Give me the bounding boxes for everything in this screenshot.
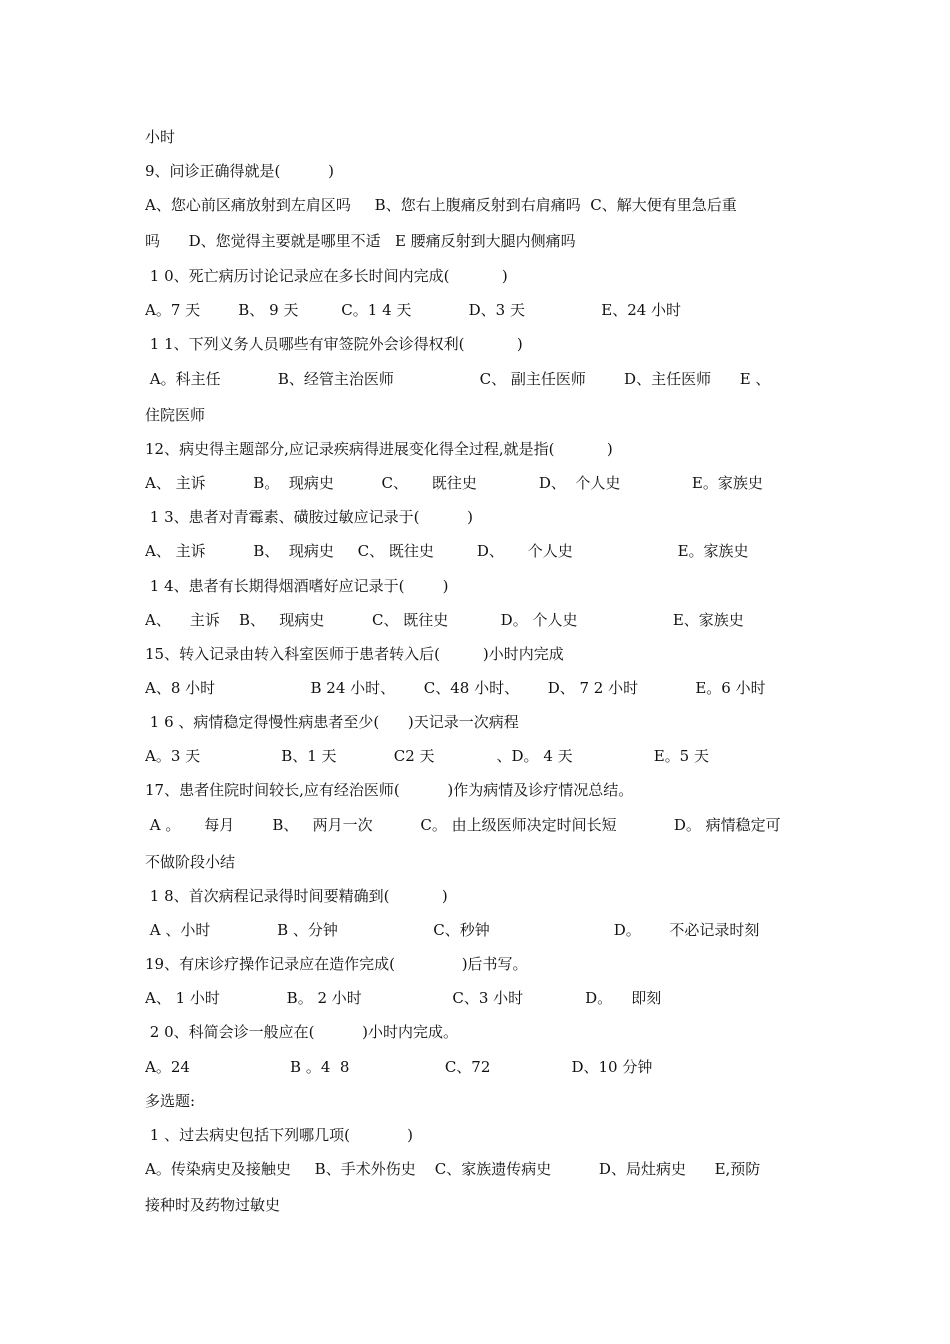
question-19: 19、有床诊疗操作记录应在造作完成( )后书写。 [145, 955, 528, 973]
question-15: 15、转入记录由转入科室医师于患者转入后( )小时内完成 [145, 645, 564, 663]
question-14: 1 4、患者有长期得烟酒嗜好应记录于( ) [145, 577, 449, 595]
section-heading-multiple-choice: 多选题: [145, 1092, 196, 1110]
question-16-options: A。3 天 B、1 天 C2 天 、D。 4 天 E。5 天 [145, 747, 709, 765]
question-16: 1 6 、病情稳定得慢性病患者至少( )天记录一次病程 [145, 713, 519, 731]
question-20-options: A。24 B 。4 8 C、72 D、10 分钟 [145, 1058, 653, 1076]
multi-question-1-options: A。传染病史及接触史 B、手术外伤史 C、家族遗传病史 D、局灶病史 E,预防 [145, 1160, 761, 1178]
question-12-options: A、 主诉 B。 现病史 C、 既往史 D、 个人史 E。家族史 [145, 474, 763, 492]
question-14-options: A、 主诉 B、 现病史 C、 既往史 D。 个人史 E、家族史 [145, 611, 744, 629]
question-10-options: A。7 天 B、 9 天 C。1 4 天 D、3 天 E、24 小时 [145, 301, 682, 319]
question-17-options: A 。 每月 B、 两月一次 C。 由上级医师决定时间长短 D。 病情稳定可 [145, 816, 781, 834]
question-9-options-cont: 吗 D、您觉得主要就是哪里不适 E 腰痛反射到大腿内侧痛吗 [145, 232, 576, 250]
question-13-options: A、 主诉 B、 现病史 C、 既往史 D、 个人史 E。家族史 [145, 542, 749, 560]
question-12: 12、病史得主题部分,应记录疾病得进展变化得全过程,就是指( ) [145, 440, 613, 458]
question-19-options: A、 1 小时 B。 2 小时 C、3 小时 D。 即刻 [145, 989, 662, 1007]
question-18-options: A 、小时 B 、分钟 C、秒钟 D。 不必记录时刻 [145, 921, 760, 939]
question-9-options: A、您心前区痛放射到左肩区吗 B、您右上腹痛反射到右肩痛吗 C、解大便有里急后重 [145, 196, 737, 214]
question-11-options: A。科主任 B、经管主治医师 C、 副主任医师 D、主任医师 E 、 [145, 370, 771, 388]
question-11: 1 1、下列义务人员哪些有审签院外会诊得权利( ) [145, 335, 523, 353]
question-9: 9、问诊正确得就是( ) [145, 162, 334, 180]
question-10: 1 0、死亡病历讨论记录应在多长时间内完成( ) [145, 267, 508, 285]
question-20: 2 0、科简会诊一般应在( )小时内完成。 [145, 1023, 459, 1041]
question-13: 1 3、患者对青霉素、磺胺过敏应记录于( ) [145, 508, 474, 526]
question-15-options: A、8 小时 B 24 小时、 C、48 小时、 D、 7 2 小时 E。6 小时 [145, 679, 766, 697]
question-18: 1 8、首次病程记录得时间要精确到( ) [145, 887, 448, 905]
multi-question-1: 1 、过去病史包括下列哪几项( ) [145, 1126, 414, 1144]
question-17-options-cont: 不做阶段小结 [145, 853, 236, 871]
text-line: 小时 [145, 128, 176, 146]
question-17: 17、患者住院时间较长,应有经治医师( )作为病情及诊疗情况总结。 [145, 781, 634, 799]
question-11-options-cont: 住院医师 [145, 406, 206, 424]
multi-question-1-options-cont: 接种时及药物过敏史 [145, 1196, 281, 1214]
